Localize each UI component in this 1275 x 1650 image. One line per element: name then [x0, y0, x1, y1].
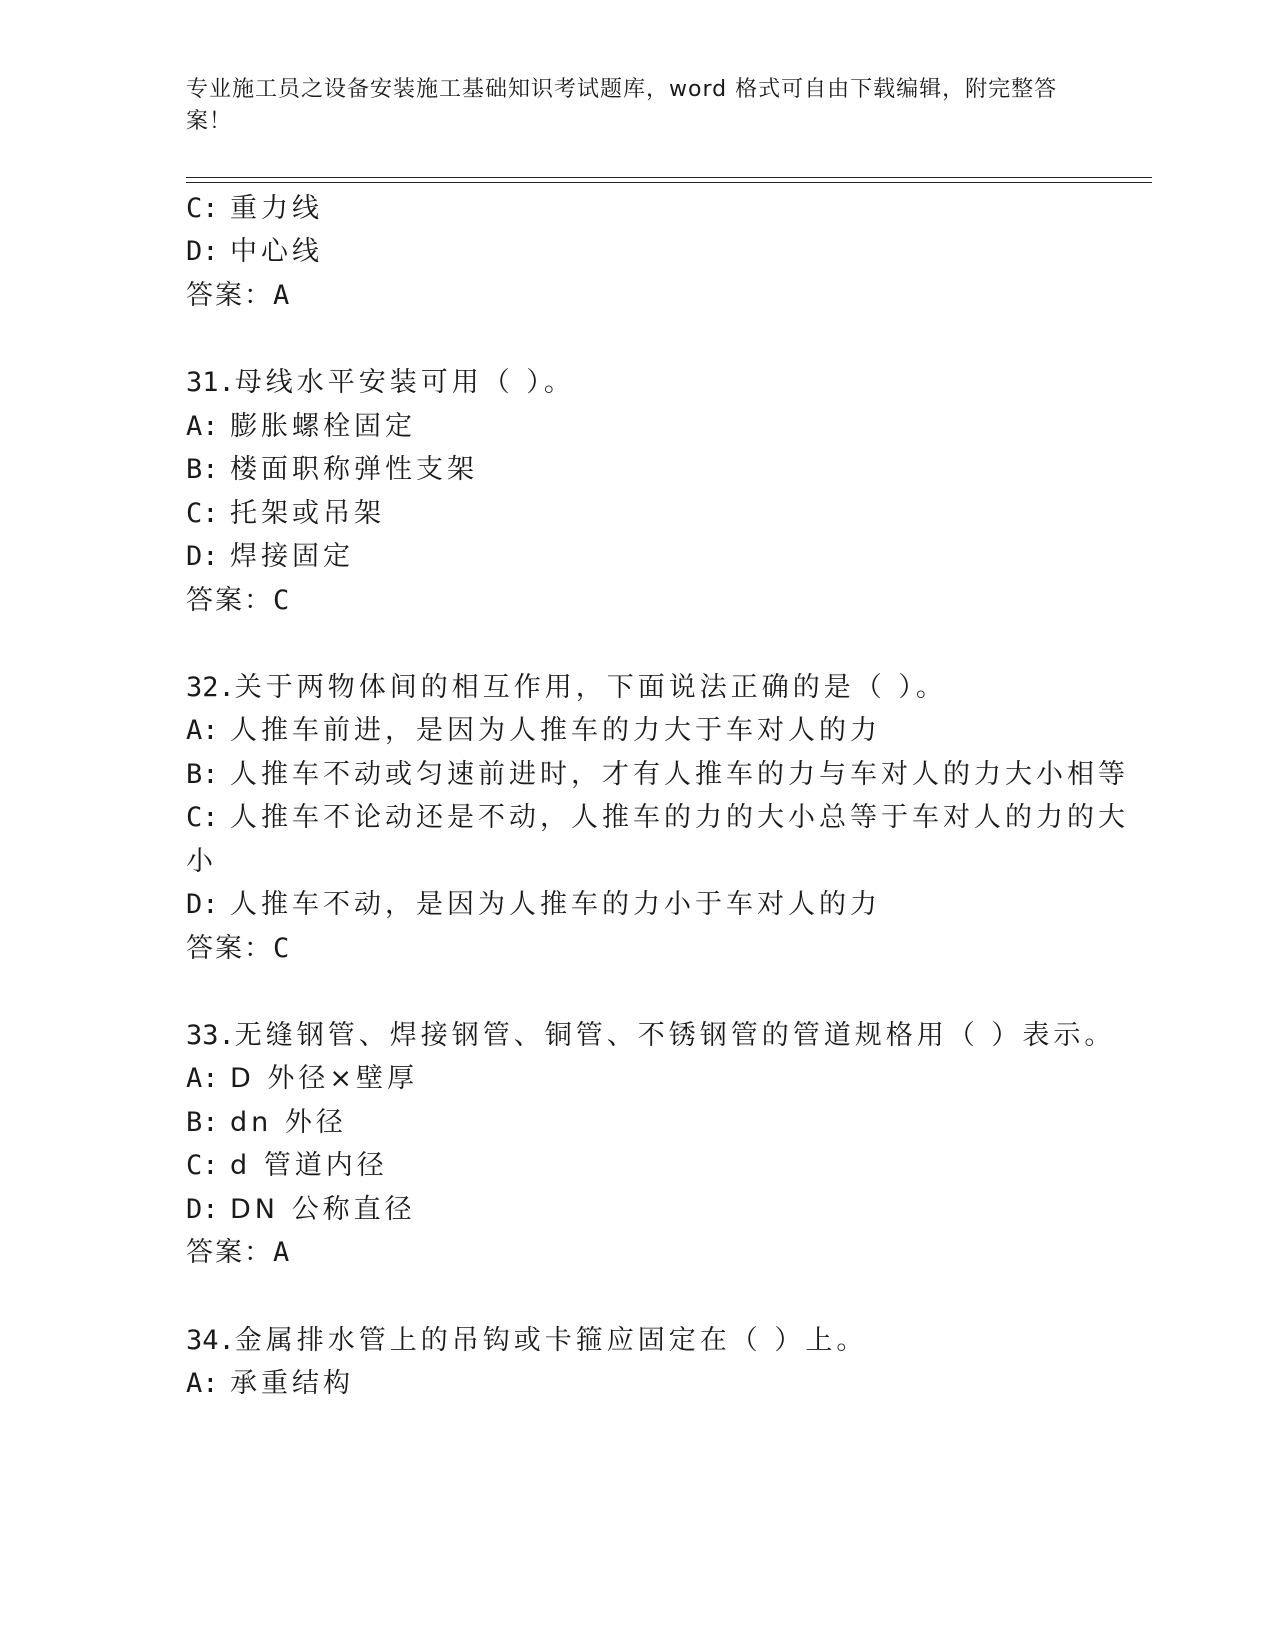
option-letter: C: [186, 193, 219, 224]
option-d [186, 235, 323, 269]
answer-value: A [273, 1237, 290, 1268]
answer-line [186, 1236, 289, 1270]
option-letter: D: [186, 541, 219, 572]
answer-label: 答案： [186, 933, 273, 964]
question-text: 无缝钢管、焊接钢管、铜管、不锈钢管的管道规格用（ ）表示。 [234, 1020, 1116, 1051]
option-letter: A: [186, 1063, 219, 1094]
option-letter: B: [186, 759, 219, 790]
answer-line [186, 584, 289, 618]
answer-value: C [273, 933, 290, 964]
option-text: 人推车前进，是因为人推车的力大于车对人的力 [230, 715, 881, 746]
option-letter: A: [186, 715, 219, 746]
document-header: 专业施工员之设备安装施工基础知识考试题库，word 格式可自由下载编辑，附完整答案！ [186, 77, 1058, 134]
option-c-continuation: 小 [186, 846, 217, 877]
option-text: 膨胀螺栓固定 [230, 411, 416, 442]
option-letter: C: [186, 1150, 219, 1181]
question-number: 31. [186, 367, 235, 398]
question-text: 金属排水管上的吊钩或卡箍应固定在（ ）上。 [234, 1325, 868, 1356]
option-b [186, 453, 478, 487]
option-c [186, 801, 1129, 835]
answer-line [186, 279, 289, 313]
option-letter: C: [186, 498, 219, 529]
question-stem [186, 366, 575, 400]
option-d [186, 888, 881, 922]
answer-label: 答案： [186, 1237, 273, 1268]
answer-label: 答案： [186, 585, 273, 616]
option-a [186, 1367, 354, 1401]
option-letter: A: [186, 1368, 219, 1399]
option-b [186, 758, 1129, 792]
option-text: 中心线 [230, 236, 323, 267]
option-text: 承重结构 [230, 1368, 354, 1399]
option-a [186, 1062, 418, 1096]
header-rule-top [186, 177, 1152, 178]
question-text: 母线水平安装可用（ ）。 [234, 367, 575, 398]
header-rule-bottom [186, 182, 1152, 183]
option-letter: D: [186, 236, 219, 267]
option-a [186, 410, 416, 444]
option-text: d 管道内径 [230, 1150, 388, 1181]
option-text: 重力线 [230, 193, 323, 224]
question-text: 关于两物体间的相互作用，下面说法正确的是（ ）。 [234, 672, 947, 703]
option-a [186, 714, 881, 748]
option-text: dn 外径 [230, 1107, 347, 1138]
option-c [186, 192, 323, 226]
question-stem [186, 1019, 1115, 1053]
option-c [186, 497, 385, 531]
option-text: 人推车不动，是因为人推车的力小于车对人的力 [230, 889, 881, 920]
option-d [186, 540, 354, 574]
option-text: D 外径×壁厚 [230, 1063, 418, 1094]
option-letter: B: [186, 1107, 219, 1138]
option-b [186, 1106, 347, 1140]
answer-label: 答案： [186, 280, 273, 311]
question-number: 33. [186, 1020, 235, 1051]
question-number: 32. [186, 672, 235, 703]
option-text: 人推车不动或匀速前进时，才有人推车的力与车对人的力大小相等 [230, 759, 1129, 790]
option-letter: B: [186, 454, 219, 485]
option-letter: C: [186, 802, 219, 833]
answer-value: C [273, 585, 290, 616]
option-letter: A: [186, 411, 219, 442]
answer-line [186, 932, 289, 966]
option-text: 楼面职称弹性支架 [230, 454, 478, 485]
question-stem [186, 671, 947, 705]
question-number: 34. [186, 1325, 235, 1356]
question-stem [186, 1324, 867, 1358]
option-letter: D: [186, 889, 219, 920]
option-text: 焊接固定 [230, 541, 354, 572]
option-d [186, 1193, 416, 1227]
option-text: 人推车不论动还是不动，人推车的力的大小总等于车对人的力的大 [230, 802, 1129, 833]
option-text: 托架或吊架 [230, 498, 385, 529]
answer-value: A [273, 280, 290, 311]
option-c [186, 1149, 388, 1183]
option-text: DN 公称直径 [230, 1194, 416, 1225]
option-letter: D: [186, 1194, 219, 1225]
